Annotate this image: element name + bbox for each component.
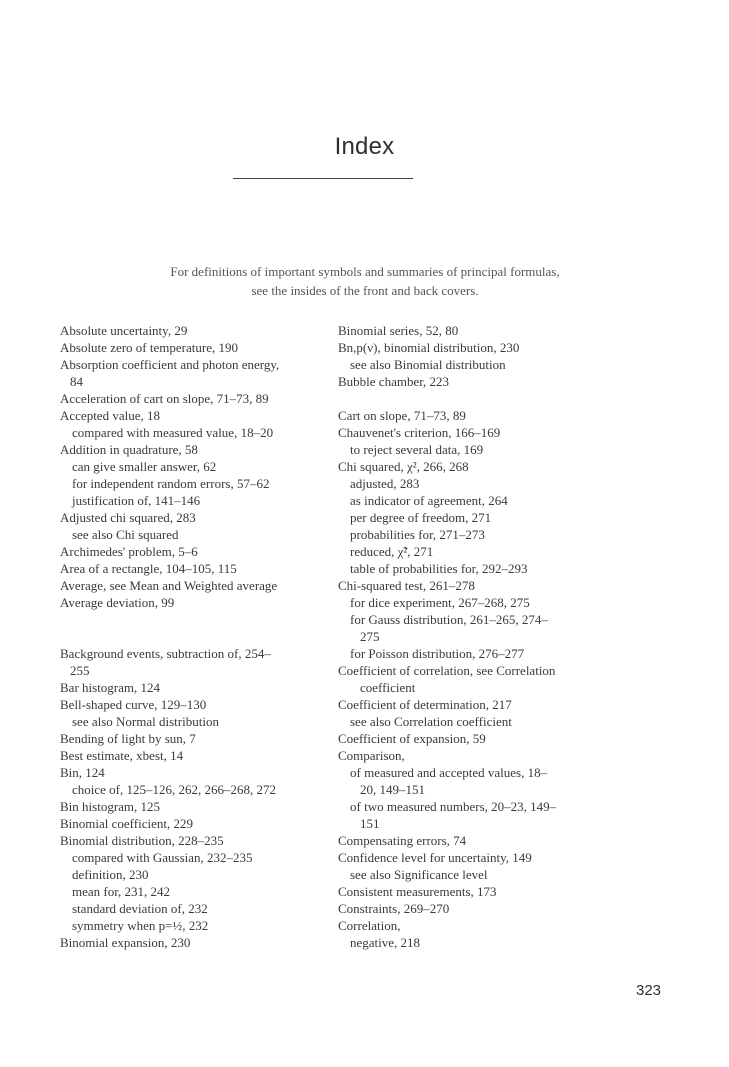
- index-entry: Adjusted chi squared, 283: [60, 510, 196, 525]
- index-entry: Absolute uncertainty, 29: [60, 323, 188, 338]
- index-entry: Binomial expansion, 230: [60, 935, 191, 950]
- index-entry: Bn,p(ν), binomial distribution, 230: [338, 340, 520, 355]
- index-entry: Archimedes' problem, 5–6: [60, 544, 198, 559]
- index-entry-continuation: 20, 149–151: [360, 782, 425, 797]
- index-entry: Absolute zero of temperature, 190: [60, 340, 238, 355]
- index-entry: Area of a rectangle, 104–105, 115: [60, 561, 237, 576]
- index-entry: Binomial coefficient, 229: [60, 816, 193, 831]
- index-subentry: of two measured numbers, 20–23, 149–: [350, 799, 557, 814]
- index-entry: Coefficient of expansion, 59: [338, 731, 486, 746]
- index-entry: Chi-squared test, 261–278: [338, 578, 475, 593]
- index-entry: Confidence level for uncertainty, 149: [338, 850, 532, 865]
- index-entry: Average deviation, 99: [60, 595, 175, 610]
- intro-note: [60, 262, 670, 300]
- index-entry-continuation: 275: [360, 629, 380, 644]
- index-entry: Average, see Mean and Weighted average: [60, 578, 278, 593]
- index-entry: Best estimate, xbest, 14: [60, 748, 184, 763]
- index-subentry: can give smaller answer, 62: [72, 459, 217, 474]
- index-entry-continuation: 84: [70, 374, 83, 389]
- index-entry-continuation: 151: [360, 816, 380, 831]
- index-subentry: see also Binomial distribution: [350, 357, 506, 372]
- index-subentry: table of probabilities for, 292–293: [350, 561, 528, 576]
- index-subentry: per degree of freedom, 271: [350, 510, 492, 525]
- index-column-left: [60, 322, 332, 951]
- index-entry: Bin histogram, 125: [60, 799, 161, 814]
- index-entry: Comparison,: [338, 748, 405, 763]
- index-subentry: for independent random errors, 57–62: [72, 476, 270, 491]
- index-entry-continuation: 255: [70, 663, 90, 678]
- index-entry: Chauvenet's criterion, 166–169: [338, 425, 501, 440]
- index-subentry: for Poisson distribution, 276–277: [350, 646, 525, 661]
- index-subentry: see also Normal distribution: [72, 714, 219, 729]
- index-subentry: compared with Gaussian, 232–235: [72, 850, 253, 865]
- index-entry-continuation: coefficient: [360, 680, 416, 695]
- index-entry: Consistent measurements, 173: [338, 884, 497, 899]
- index-subentry: for dice experiment, 267–268, 275: [350, 595, 530, 610]
- index-entry: Correlation,: [338, 918, 401, 933]
- index-subentry: see also Correlation coefficient: [350, 714, 512, 729]
- index-subentry: mean for, 231, 242: [72, 884, 171, 899]
- index-subentry: to reject several data, 169: [350, 442, 484, 457]
- index-subentry: as indicator of agreement, 264: [350, 493, 508, 508]
- index-entry: Bin, 124: [60, 765, 105, 780]
- index-subentry: justification of, 141–146: [72, 493, 201, 508]
- index-entry: Bar histogram, 124: [60, 680, 161, 695]
- section-gap: [60, 611, 332, 645]
- index-column-right: [338, 322, 608, 951]
- index-entry: Bending of light by sun, 7: [60, 731, 196, 746]
- index-entry: Compensating errors, 74: [338, 833, 467, 848]
- index-entry: Coefficient of determination, 217: [338, 697, 512, 712]
- index-entry: Binomial series, 52, 80: [338, 323, 459, 338]
- index-entry: Constraints, 269–270: [338, 901, 450, 916]
- index-subentry: adjusted, 283: [350, 476, 420, 491]
- index-subentry: for Gauss distribution, 261–265, 274–: [350, 612, 548, 627]
- index-entry: Accepted value, 18: [60, 408, 160, 423]
- index-subentry: compared with measured value, 18–20: [72, 425, 274, 440]
- index-subentry: symmetry when p=½, 232: [72, 918, 209, 933]
- index-entry: Bell-shaped curve, 129–130: [60, 697, 207, 712]
- index-entry: Addition in quadrature, 58: [60, 442, 198, 457]
- index-subentry: reduced, χ̃², 271: [350, 544, 434, 559]
- intro-line: see the insides of the front and back covers.: [251, 283, 479, 298]
- index-entry: Absorption coefficient and photon energy,: [60, 357, 280, 372]
- index-entry: Binomial distribution, 228–235: [60, 833, 224, 848]
- index-subentry: of measured and accepted values, 18–: [350, 765, 548, 780]
- intro-line: For definitions of important symbols and summaries of principal formulas,: [170, 264, 560, 279]
- index-subentry: negative, 218: [350, 935, 421, 950]
- index-subentry: standard deviation of, 232: [72, 901, 208, 916]
- index-subentry: see also Significance level: [350, 867, 488, 882]
- title-rule: [233, 178, 413, 179]
- index-subentry: probabilities for, 271–273: [350, 527, 485, 542]
- page-number: 323: [636, 982, 662, 999]
- index-entry: Chi squared, χ², 266, 268: [338, 459, 469, 474]
- index-entry: Coefficient of correlation, see Correlation: [338, 663, 556, 678]
- page-title: Index: [334, 133, 395, 160]
- index-entry: Acceleration of cart on slope, 71–73, 89: [60, 391, 269, 406]
- index-entry: Background events, subtraction of, 254–: [60, 646, 271, 661]
- index-subentry: choice of, 125–126, 262, 266–268, 272: [72, 782, 277, 797]
- index-subentry: definition, 230: [72, 867, 149, 882]
- index-entry: Bubble chamber, 223: [338, 374, 450, 389]
- index-entry: Cart on slope, 71–73, 89: [338, 408, 466, 423]
- section-gap: [338, 390, 608, 407]
- index-subentry: see also Chi squared: [72, 527, 179, 542]
